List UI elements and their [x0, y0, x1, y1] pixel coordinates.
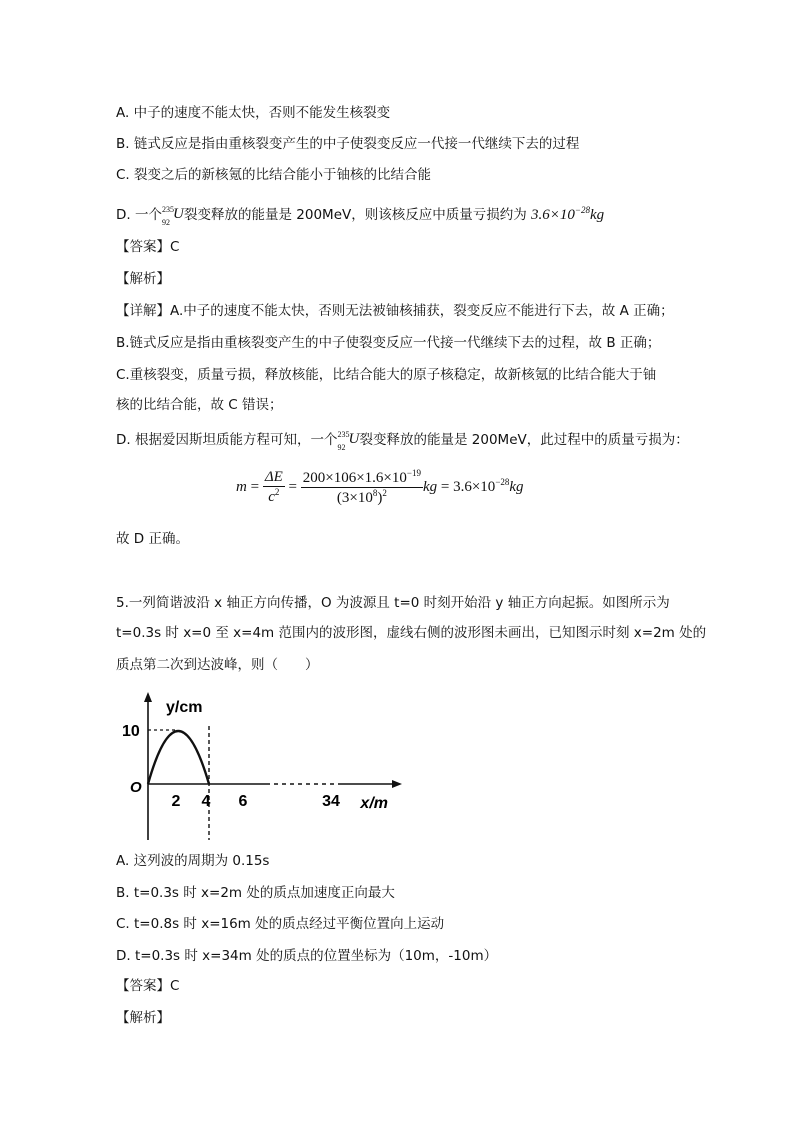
isotope-mass-number: 235 [337, 430, 350, 439]
q5-option-d: D. t=0.3s 时 x=34m 处的质点的位置坐标为（10m，-10m） [116, 948, 498, 964]
q4-option-b: B. 链式反应是指由重核裂变产生的中子使裂变反应一代接一代继续下去的过程 [116, 136, 580, 152]
q4-detail-b: B.链式反应是指由重核裂变产生的中子使裂变反应一代接一代继续下去的过程，故 B 正确； [116, 335, 661, 351]
mass-exponent: −28 [574, 205, 590, 215]
eq-sign-2: = [288, 478, 297, 495]
eq-frac2-den-a: (3×10 [336, 490, 373, 506]
q4-option-a: A. 中子的速度不能太快，否则不能发生核裂变 [116, 105, 391, 121]
q4-detail-d-suffix: 裂变释放的能量是 200MeV，此过程中的质量亏损为： [359, 432, 689, 448]
uranium-isotope [161, 205, 184, 227]
eq-frac2-den-exp-outer: 2 [382, 488, 387, 498]
q4-analysis-title: 【解析】 [116, 271, 170, 287]
y-axis-arrow [144, 692, 152, 702]
mass-value: 3.6×10 [531, 207, 575, 223]
isotope-atomic-number: 92 [161, 218, 170, 227]
x-tick-4: 4 [201, 793, 211, 810]
q4-answer: 【答案】C [116, 239, 180, 255]
q4-detail-c-line1: C.重核裂变，质量亏损，释放核能，比结合能大的原子核稳定，故新核氪的比结合能大于铀 [116, 367, 657, 383]
eq-fraction-2 [301, 468, 423, 507]
eq-frac2-num-base: 200×106×1.6×10 [302, 470, 407, 486]
eq-frac1-den-base: c [268, 489, 275, 505]
eq-result-unit: kg [509, 478, 524, 495]
y-tick-10: 10 [122, 723, 140, 740]
uranium-isotope-2 [337, 430, 360, 452]
x-tick-2: 2 [171, 793, 181, 810]
isotope-symbol: U [348, 431, 360, 447]
q5-option-b: B. t=0.3s 时 x=2m 处的质点加速度正向最大 [116, 885, 395, 901]
q5-analysis-title: 【解析】 [116, 1010, 170, 1026]
q4-mass-value [531, 207, 604, 223]
q5-option-c: C. t=0.8s 时 x=16m 处的质点经过平衡位置向上运动 [116, 916, 445, 932]
q4-option-d-mid: 裂变释放的能量是 200MeV，则该核反应中质量亏损约为 [183, 207, 527, 223]
eq-frac2-numerator [301, 468, 423, 488]
y-label: y/cm [166, 699, 203, 716]
x-tick-6: 6 [238, 793, 248, 810]
mass-unit: kg [589, 207, 605, 223]
q5-answer: 【答案】C [116, 978, 180, 994]
eq-frac1-den-exp: 2 [274, 487, 280, 497]
isotope-atomic-number: 92 [337, 443, 346, 452]
eq-frac2-denominator [301, 488, 423, 507]
q4-option-d [116, 201, 605, 227]
wave-curve [148, 731, 209, 784]
q4-detail-a: 【详解】A.中子的速度不能太快，否则无法被铀核捕获，裂变反应不能进行下去，故 A 正确； [116, 303, 674, 319]
eq-fraction-1 [263, 469, 285, 506]
x-tick-34: 34 [322, 793, 340, 810]
q5-stem-line3: 质点第二次到达波峰，则（ ） [116, 657, 319, 673]
eq-result-exp: −28 [495, 476, 510, 487]
origin-label: O [130, 779, 142, 796]
q4-conclusion: 故 D 正确。 [116, 531, 189, 547]
q4-option-d-prefix: D. 一个 [116, 207, 162, 223]
q5-stem-line1: 5.一列简谐波沿 x 轴正方向传播，O 为波源且 t=0 时刻开始沿 y 轴正方向起振。如图所示为 [116, 595, 670, 611]
eq-lhs: m [236, 478, 247, 495]
q4-detail-d [116, 430, 689, 452]
eq-unit: kg [422, 478, 438, 495]
wave-graph [116, 688, 406, 846]
eq-sign: = [250, 478, 260, 495]
mass-defect-equation [236, 468, 524, 518]
eq-frac1-denominator [263, 487, 285, 506]
x-label: x/m [360, 795, 388, 812]
isotope-mass-number: 235 [161, 205, 174, 214]
eq-frac2-num-exp: −19 [406, 468, 421, 478]
q4-option-c: C. 裂变之后的新核氪的比结合能小于铀核的比结合能 [116, 167, 432, 183]
eq-frac2-den-b: ) [377, 490, 383, 506]
eq-result: = 3.6×10 [440, 478, 496, 495]
eq-frac1-numerator: ΔE [264, 469, 283, 485]
q5-stem-line2: t=0.3s 时 x=0 至 x=4m 范围内的波形图，虚线右侧的波形图未画出，已知图示时刻 x=2m 处的 [116, 625, 707, 641]
eq-frac2-den-exp-inner: 8 [372, 488, 378, 498]
isotope-symbol: U [172, 206, 184, 222]
q4-detail-d-prefix: D. 根据爱因斯坦质能方程可知，一个 [116, 432, 338, 448]
q4-detail-c-line2: 核的比结合能，故 C 错误； [116, 397, 283, 413]
q5-option-a: A. 这列波的周期为 0.15s [116, 853, 270, 869]
x-axis-arrow [392, 780, 402, 788]
